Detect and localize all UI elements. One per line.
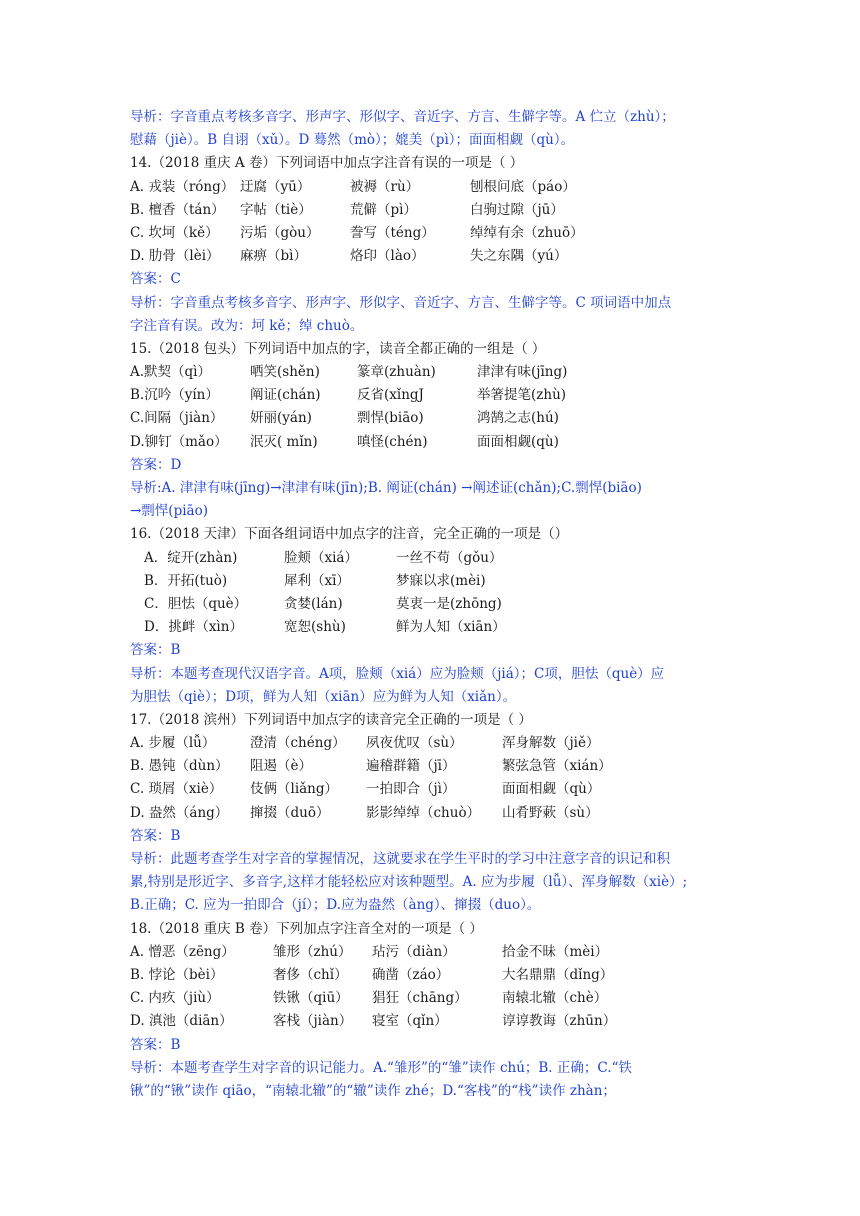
question-stem: 14.（2018 重庆 A 卷）下列词语中加点字注音有误的一项是（ ）	[130, 155, 524, 172]
question-stem: 18.（2018 重庆 B 卷）下列加点字注音全对的一项是（ ）	[130, 920, 483, 937]
option-word: 铁锹（qiū）	[273, 990, 349, 1007]
option-row	[130, 384, 740, 407]
option-word: 南辕北辙（chè）	[502, 990, 608, 1007]
option-word: 莫衷一是(zhōng)	[396, 595, 502, 612]
option-word: 津津有味(jīng)	[477, 364, 568, 381]
option-word: 繁弦急管（xián）	[502, 758, 612, 775]
option-word: 面面相觑（qù）	[502, 781, 601, 798]
option-word: 梦寐以求(mèi)	[396, 572, 486, 589]
option-row	[130, 199, 740, 222]
option-row	[130, 176, 740, 199]
option-word: 撺掇（duō）	[250, 804, 330, 821]
option-word: 确凿（záo）	[372, 966, 450, 983]
document-content	[130, 106, 740, 1103]
option-word: 拾金不昧（mèi）	[502, 943, 609, 960]
question-stem: 16.（2018 天津）下面各组词语中加点字的注音，完全正确的一项是（）	[130, 526, 569, 543]
option-word: 贪婪(lán)	[284, 595, 343, 612]
option-row	[130, 570, 740, 593]
answer-line: 答案：C	[130, 271, 181, 288]
analysis-line: 为胆怯（qiè）；D项，鲜为人知（xiān）应为鲜为人知（xiǎn）。	[130, 688, 517, 705]
option-word: 烙印（lào）	[350, 248, 425, 265]
option-word: 面面相觑(qù)	[477, 433, 559, 450]
option-word: 刨根问底（páo）	[470, 178, 576, 195]
option-word: 一丝不苟（gǒu）	[396, 549, 503, 566]
option-word: 嗔怪(chén)	[357, 433, 428, 450]
option-word: 一拍即合（jì）	[366, 781, 456, 798]
option-word: D.铆钉（mǎo）	[130, 433, 228, 450]
option-word: 脸颊（xiá）	[284, 549, 358, 566]
option-row	[130, 778, 740, 801]
option-word: 影影绰绰（chuò）	[366, 804, 481, 821]
answer-line: 答案：D	[130, 456, 182, 473]
option-word: B. 悖论（bèi）	[130, 966, 224, 983]
option-row	[130, 1010, 740, 1033]
question-stem: 15.（2018 包头）下列词语中加点的字，读音全都正确的一组是（ ）	[130, 340, 546, 357]
option-word: 剽悍(biāo)	[357, 410, 424, 427]
option-word: 阐证(chán)	[250, 387, 321, 404]
option-word: 谆谆教诲（zhūn）	[502, 1013, 617, 1030]
option-row	[130, 802, 740, 825]
option-word: 寝室（qǐn）	[372, 1013, 448, 1030]
option-row	[130, 407, 740, 430]
option-word: 澄清（chéng）	[250, 735, 346, 752]
option-word: 绰绰有余（zhuō）	[470, 224, 584, 241]
option-word: B．开拓(tuò)	[144, 572, 228, 589]
option-word: A. 憎恶（zēng）	[130, 943, 235, 960]
option-word: C．胆怯（què）	[144, 595, 248, 612]
option-word: 犀利（xī）	[284, 572, 350, 589]
option-word: 白驹过隙（jū）	[470, 201, 564, 218]
analysis-line: 慰藉（jiè）。B 自诩（xǔ）。D 蓦然（mò）；媲美（pì）；面面相觑（qù）。	[130, 132, 575, 149]
option-word: 伎俩（liǎng）	[250, 781, 339, 798]
option-word: A. 戎装（róng）	[130, 178, 235, 195]
option-row	[130, 593, 740, 616]
question-stem: 17.（2018 滨州）下列词语中加点字的读音完全正确的一项是（ ）	[130, 711, 532, 728]
analysis-line: 累,特别是形近字、多音字,这样才能轻松应对该种题型。A. 应为步履（lǚ）、浑身解数（xiè）;	[130, 874, 688, 891]
option-word: 反省(xǐngJ	[357, 387, 424, 404]
option-word: 污垢（gòu）	[240, 224, 320, 241]
analysis-line: 导析：本题考查现代汉语字音。A项，脸颊（xiá）应为脸颊（jiá）；C项，胆怯（què）应	[130, 665, 665, 682]
option-word: A. 步履（lǚ）	[130, 735, 216, 752]
analysis-line: 导析：字音重点考核多音字、形声字、形似字、音近字、方言、生僻字等。C 项词语中加点	[130, 294, 672, 311]
option-word: 失之东隅（yú）	[470, 248, 568, 265]
option-word: B.沉吟（yín）	[130, 387, 219, 404]
option-word: 浑身解数（jiě）	[502, 735, 600, 752]
option-word: B. 檀香（tán）	[130, 201, 225, 218]
option-word: 哂笑(shěn)	[250, 364, 320, 381]
answer-line: 答案：B	[130, 827, 181, 844]
analysis-line: 字注音有误。改为：坷 kě；绰 chuò。	[130, 317, 364, 334]
option-word: 宽恕(shù)	[284, 619, 346, 636]
option-word: 篆章(zhuàn)	[357, 364, 436, 381]
analysis-line: B.正确；C. 应为一拍即合（jí）；D.应为盎然（àng）、撺掇（duo）。	[130, 897, 541, 914]
option-word: 举箸提笔(zhù)	[477, 387, 567, 404]
option-row	[130, 964, 740, 987]
option-word: B. 愚钝（dùn）	[130, 758, 229, 775]
option-word: 雏形（zhú）	[273, 943, 352, 960]
option-word: 山肴野蔌（sù）	[502, 804, 599, 821]
option-row	[130, 732, 740, 755]
option-word: 荒僻（pì）	[350, 201, 417, 218]
option-word: D. 盎然（áng）	[130, 804, 229, 821]
option-word: D. 滇池（diān）	[130, 1013, 233, 1030]
option-word: D．挑衅（xìn）	[144, 619, 243, 636]
option-row	[130, 222, 740, 245]
option-word: 鲜为人知（xiān）	[396, 619, 506, 636]
option-word: 被褥（rù）	[350, 178, 420, 195]
option-word: 客栈（jiàn）	[273, 1013, 353, 1030]
option-word: 誊写（téng）	[350, 224, 435, 241]
option-word: D. 肋骨（lèi）	[130, 248, 220, 265]
option-word: 迂腐（yū）	[240, 178, 311, 195]
option-word: 鸿鹄之志(hú)	[477, 410, 559, 427]
option-word: 猖狂（chāng）	[372, 990, 468, 1007]
option-row	[130, 361, 740, 384]
option-word: C. 内疚（jiù）	[130, 990, 220, 1007]
option-word: 遍稽群籍（jī）	[366, 758, 456, 775]
analysis-line: 导析：此题考查学生对字音的掌握情况，这就要求在学生平时的学习中注意字音的识记和积	[130, 851, 670, 867]
answer-line: 答案：B	[130, 1036, 181, 1053]
option-row	[130, 245, 740, 268]
option-word: 玷污（diàn）	[372, 943, 456, 960]
option-word: A.默契（qì）	[130, 364, 211, 381]
option-row	[130, 616, 740, 639]
option-word: 字帖（tiè）	[240, 201, 312, 218]
option-word: 夙夜优叹（sù）	[366, 735, 463, 752]
option-row	[130, 755, 740, 778]
answer-line: 答案：B	[130, 642, 181, 659]
option-word: 奢侈（chǐ）	[273, 966, 348, 983]
option-word: A．绽开(zhàn)	[144, 549, 238, 566]
option-row	[130, 987, 740, 1010]
option-word: 麻痹（bì）	[240, 248, 307, 265]
option-word: C.间隔（jiàn）	[130, 410, 224, 427]
option-row	[130, 547, 740, 570]
option-row	[130, 431, 740, 454]
analysis-line: 导析：字音重点考核多音字、形声字、形似字、音近字、方言、生僻字等。A 伫立（zhù）；	[130, 109, 675, 125]
analysis-line: 导析:A. 津津有味(jīng)→津津有味(jīn);B. 阐证(chán) →阐述证(chǎn);C.剽悍(biāo)	[130, 480, 642, 496]
analysis-line: 导析：本题考查学生对字音的识记能力。A.“雏形”的“雏”读作 chú；B. 正确；C.“铁	[130, 1059, 632, 1076]
option-row	[130, 941, 740, 964]
option-word: C. 琐屑（xiè）	[130, 781, 223, 798]
option-word: 大名鼎鼎（dǐng）	[502, 966, 614, 983]
option-word: 泯灭( mǐn)	[250, 433, 318, 450]
option-word: C. 坎坷（kě）	[130, 224, 219, 241]
option-word: 阻遏（è）	[250, 758, 312, 775]
option-word: 妍丽(yán)	[250, 410, 312, 427]
analysis-line: →剽悍(piāo)	[130, 503, 208, 520]
analysis-line: 锹”的“锹”读作 qiāo，“南辕北辙”的“辙”读作 zhé；D.“客栈”的“栈”读作 zhàn；	[130, 1082, 616, 1099]
